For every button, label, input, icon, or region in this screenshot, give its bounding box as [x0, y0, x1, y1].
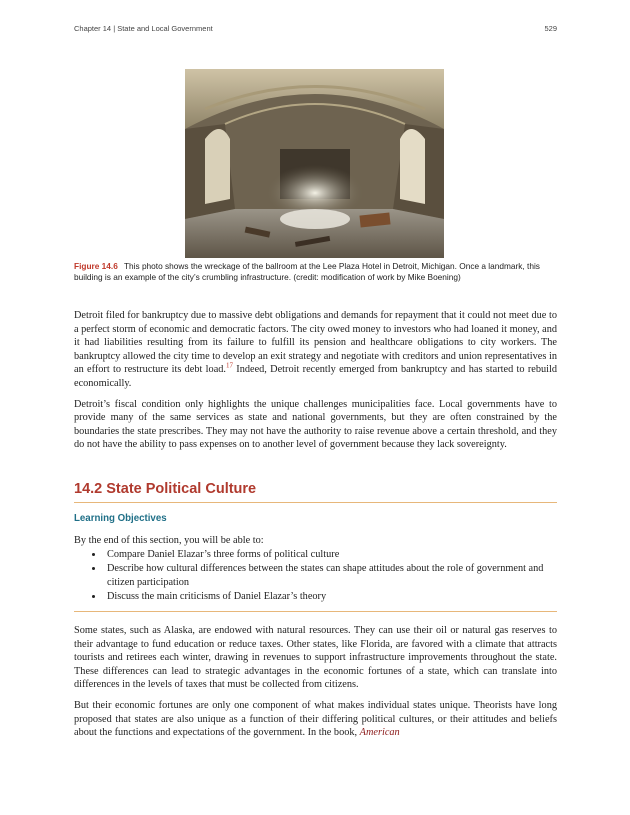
intro-text: [74, 309, 557, 459]
book-title-italic: American: [359, 727, 400, 739]
paragraph-detroit-bankruptcy: [74, 309, 557, 391]
learning-objectives-intro: By the end of this section, you will be able to:: [74, 535, 264, 546]
page-number: 529: [544, 24, 557, 33]
paragraph-fiscal-condition: Detroit’s fiscal condition only highlights the unique challenges municipalities face. Local governments have to provide many of the same services as state and national governments, but they are often constrained by the boundaries the state prescribes. They may not have the authority to raise revenue above a certain threshold, and they do not have the ability to pass expenses on to another level of government because they lack sovereignty.: [74, 398, 557, 451]
learning-objectives-title: Learning Objectives: [74, 513, 167, 524]
paragraph-natural-resources: Some states, such as Alaska, are endowed with natural resources. They can use their oil or natural gas reserves to their advantage to fund education or reduce taxes. Other states, like Florida, are favored with a climate that attracts tourists and retirees each winter, drawing in revenues to support infrastructure improvements throughout the state. These differences can lead to strategic advantages in the economic fortunes of a state, which can translate into differences in the levels of taxes that must be collected from citizens.: [74, 625, 557, 691]
learning-objectives-box: [74, 534, 557, 612]
figure-caption: [74, 261, 557, 283]
footnote-17-link[interactable]: 17: [225, 361, 233, 370]
paragraph-1-tail: Indeed, Detroit recently emerged from bankruptcy and has started to rebuild economically.: [74, 364, 557, 389]
paragraph-4-text: But their economic fortunes are only one component of what makes individual states unique. Theorists have long proposed that states are also unique as a function of their differing political cultures, or their attitudes and beliefs about the functions and expectations of the government. In the book,: [74, 699, 557, 739]
list-item: • Describe how cultural differences between the states can shape attitudes about the role of government and citizen participation: [104, 562, 557, 590]
figure-label: Figure 14.6: [74, 261, 118, 271]
running-chapter-title: Chapter 14 | State and Local Government: [74, 24, 213, 33]
list-item: • Compare Daniel Elazar’s three forms of political culture: [104, 548, 557, 562]
page-header: [74, 24, 557, 33]
list-item: • Discuss the main criticisms of Daniel Elazar’s theory: [104, 590, 557, 604]
ballroom-photo: [185, 69, 444, 258]
section-title: 14.2 State Political Culture: [74, 481, 557, 503]
learning-objectives-list: [74, 548, 557, 604]
paragraph-political-cultures: [74, 699, 557, 740]
ballroom-photo-icon: [185, 69, 444, 258]
paragraph-1-text: Detroit filed for bankruptcy due to massive debt obligations and demands for repayment that it could not meet due to a perfect storm of economic and democratic factors. The city owed money to investors who had loaned it money, and it had liabilities resulting from its failure to fulfill its pension and healthcare obligations to city workers. The bankruptcy allowed the city time to develop an exit strategy and negotiate with creditors and union representatives in an effort to restructure its debt load.: [74, 310, 557, 376]
figure-caption-text: This photo shows the wreckage of the ballroom at the Lee Plaza Hotel in Detroit, Michigan. Once a landmark, this building is an example of the city’s crumbling infrastructure. (credit: modification of work by Mike Boening): [74, 261, 540, 282]
section-text: [74, 624, 557, 747]
